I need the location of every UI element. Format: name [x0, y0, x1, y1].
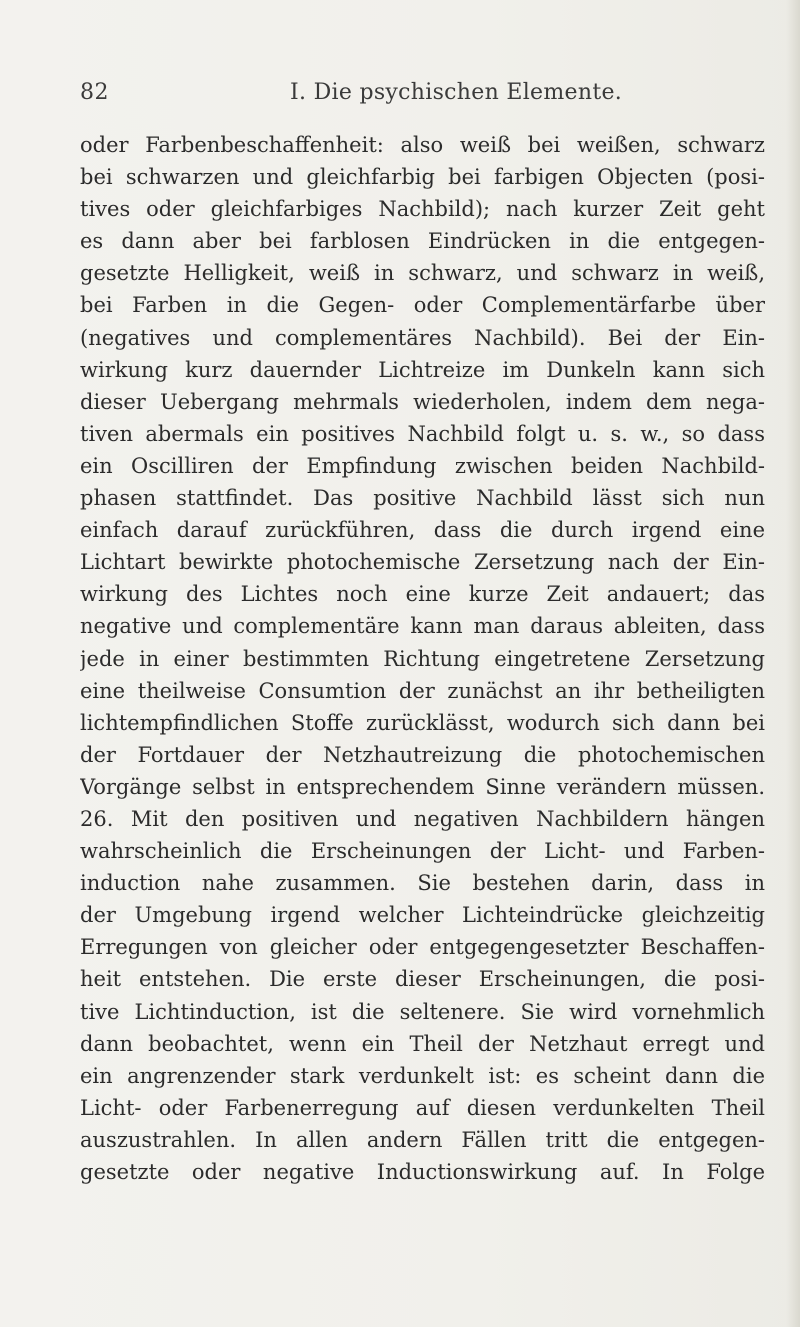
text-line: bei Farben in die Gegen- oder Complementärfarbe über	[80, 293, 765, 318]
text-line: es dann aber bei farblosen Eindrücken in die entgegen-	[80, 229, 765, 254]
text-line: ein angrenzender stark verdunkelt ist: es scheint dann die	[80, 1063, 765, 1088]
text-line: auszustrahlen. In allen andern Fällen tritt die entgegen-	[80, 1127, 765, 1152]
text-line: heit entstehen. Die erste dieser Erscheinungen, die posi-	[80, 967, 765, 992]
text-line: Erregungen von gleicher oder entgegengesetzter Beschaffen-	[80, 935, 765, 960]
text-line: lichtempfindlichen Stoffe zurücklässt, wodurch sich dann bei	[80, 710, 765, 735]
text-line: bei schwarzen und gleichfarbig bei farbigen Objecten (posi-	[80, 165, 765, 190]
text-line: jede in einer bestimmten Richtung eingetretene Zersetzung	[80, 646, 765, 671]
text-line: dann beobachtet, wenn ein Theil der Netzhaut erregt und	[80, 1031, 765, 1056]
text-line: tives oder gleichfarbiges Nachbild); nach kurzer Zeit geht	[80, 197, 765, 222]
text-line: wirkung kurz dauernder Lichtreize im Dunkeln kann sich	[80, 357, 765, 382]
body-text	[80, 129, 765, 1188]
page-edge-shadow	[786, 0, 800, 1327]
text-line: Lichtart bewirkte photochemische Zersetzung nach der Ein-	[80, 550, 765, 575]
text-line: wahrscheinlich die Erscheinungen der Licht- und Farben-	[80, 839, 765, 864]
text-line: der Fortdauer der Netzhautreizung die photochemischen	[80, 742, 765, 767]
text-line: eine theilweise Consumtion der zunächst an ihr betheiligten	[80, 678, 765, 703]
text-line: negative und complementäre kann man daraus ableiten, dass	[80, 614, 765, 639]
text-line: der Umgebung irgend welcher Lichteindrücke gleichzeitig	[80, 903, 765, 928]
text-line: Licht- oder Farbenerregung auf diesen verdunkelten Theil	[80, 1095, 765, 1120]
text-line: 26. Mit den positiven und negativen Nachbildern hängen	[80, 806, 765, 831]
page-header	[80, 80, 780, 110]
text-line: dieser Uebergang mehrmals wiederholen, indem dem nega-	[80, 389, 765, 414]
page-number: 82	[80, 80, 109, 105]
running-head: I. Die psychischen Elemente.	[290, 80, 623, 105]
text-line: wirkung des Lichtes noch eine kurze Zeit andauert; das	[80, 582, 765, 607]
text-line: oder Farbenbeschaffenheit: also weiß bei weißen, schwarz	[80, 133, 765, 157]
text-line: tiven abermals ein positives Nachbild folgt u. s. w., so dass	[80, 421, 765, 446]
text-line: phasen stattfindet. Das positive Nachbild lässt sich nun	[80, 486, 765, 511]
text-line: ein Oscilliren der Empfindung zwischen beiden Nachbild-	[80, 453, 765, 478]
text-line: (negatives und complementäres Nachbild). Bei der Ein-	[80, 325, 765, 350]
text-line: Vorgänge selbst in entsprechendem Sinne verändern müssen.	[80, 774, 765, 799]
text-line: gesetzte Helligkeit, weiß in schwarz, und schwarz in weiß,	[80, 261, 765, 286]
text-line: induction nahe zusammen. Sie bestehen darin, dass in	[80, 871, 765, 896]
text-line: gesetzte oder negative Inductionswirkung auf. In Folge	[80, 1160, 765, 1184]
text-line: einfach darauf zurückführen, dass die durch irgend eine	[80, 518, 765, 543]
text-line: tive Lichtinduction, ist die seltenere. Sie wird vornehmlich	[80, 999, 765, 1024]
